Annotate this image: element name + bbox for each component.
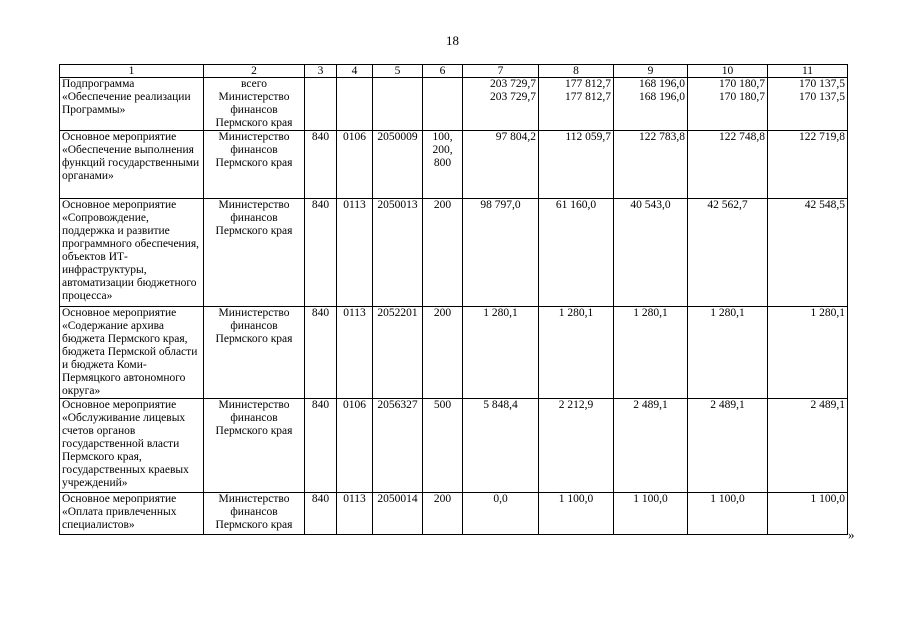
table-cell: 168 196,0 xyxy=(614,91,688,131)
table-row xyxy=(60,131,848,199)
table-cell: 177 812,7 xyxy=(539,78,614,92)
table-header-row xyxy=(60,65,848,78)
table-cell: 1 100,0 xyxy=(539,493,614,535)
table-cell: 97 804,2 xyxy=(463,131,539,199)
table-cell xyxy=(423,78,463,92)
table-cell xyxy=(423,91,463,131)
table-cell: 2050009 xyxy=(373,131,423,199)
table-cell: 2 489,1 xyxy=(688,399,768,493)
table-cell: 170 180,7 xyxy=(688,78,768,92)
activity-name: Основное мероприятие «Обеспечение выполнения функций государственными органами» xyxy=(60,131,204,199)
table-cell: 1 100,0 xyxy=(614,493,688,535)
activity-name: Основное мероприятие «Обслуживание лицевых счетов органов государственной власти Пермского края, государственных краевых учреждений» xyxy=(60,399,204,493)
table-cell: 122 748,8 xyxy=(688,131,768,199)
column-header: 4 xyxy=(337,65,373,78)
table-cell: 840 xyxy=(305,399,337,493)
table-cell xyxy=(305,78,337,92)
table-cell: 1 280,1 xyxy=(768,307,848,399)
table-cell: 2056327 xyxy=(373,399,423,493)
table-cell: 203 729,7 xyxy=(463,78,539,92)
table-cell: 1 100,0 xyxy=(768,493,848,535)
table-cell: 1 100,0 xyxy=(688,493,768,535)
page-number: 18 xyxy=(446,33,459,48)
continuation-mark: » xyxy=(848,527,855,542)
table-cell: 5 848,4 xyxy=(463,399,539,493)
table-row xyxy=(60,493,848,535)
column-header: 3 xyxy=(305,65,337,78)
table-cell: 0113 xyxy=(337,199,373,307)
executor-cell: Министерство финансов Пермского края xyxy=(204,131,305,199)
table-cell: 0,0 xyxy=(463,493,539,535)
table-cell: 840 xyxy=(305,307,337,399)
executor-cell: Министерство финансов Пермского края xyxy=(204,91,305,131)
column-header: 9 xyxy=(614,65,688,78)
table-cell: 200 xyxy=(423,493,463,535)
table-cell: 100, 200, 800 xyxy=(423,131,463,199)
column-header: 1 xyxy=(60,65,204,78)
table-cell: 2050013 xyxy=(373,199,423,307)
table-cell: 177 812,7 xyxy=(539,91,614,131)
column-header: 11 xyxy=(768,65,848,78)
table-cell: 170 137,5 xyxy=(768,78,848,92)
table-cell: 40 543,0 xyxy=(614,199,688,307)
activity-name: Основное мероприятие «Оплата привлеченных специалистов» xyxy=(60,493,204,535)
table-cell: 0106 xyxy=(337,131,373,199)
table-row-subprogram-total xyxy=(60,78,848,92)
activity-name: Основное мероприятие «Сопровождение, поддержка и развитие программного обеспечения, объектов ИТ-инфраструктуры, автоматизации бюджетного процесса» xyxy=(60,199,204,307)
column-header: 5 xyxy=(373,65,423,78)
table-cell: 1 280,1 xyxy=(688,307,768,399)
table-cell: 98 797,0 xyxy=(463,199,539,307)
table-cell: 200 xyxy=(423,307,463,399)
table-cell: 1 280,1 xyxy=(614,307,688,399)
executor-cell: Министерство финансов Пермского края xyxy=(204,493,305,535)
table-cell: 840 xyxy=(305,493,337,535)
column-header: 10 xyxy=(688,65,768,78)
table-row xyxy=(60,199,848,307)
table-cell xyxy=(337,78,373,92)
table-row xyxy=(60,399,848,493)
column-header: 6 xyxy=(423,65,463,78)
table-cell: 2050014 xyxy=(373,493,423,535)
column-header: 2 xyxy=(204,65,305,78)
table-cell: 42 562,7 xyxy=(688,199,768,307)
table-cell: 2 489,1 xyxy=(614,399,688,493)
table-cell: 112 059,7 xyxy=(539,131,614,199)
column-header: 8 xyxy=(539,65,614,78)
table-cell: 203 729,7 xyxy=(463,91,539,131)
table-cell xyxy=(305,91,337,131)
table-cell: 0113 xyxy=(337,307,373,399)
executor-cell: Министерство финансов Пермского края xyxy=(204,399,305,493)
table-cell: 200 xyxy=(423,199,463,307)
table-cell: 61 160,0 xyxy=(539,199,614,307)
table-cell: 122 719,8 xyxy=(768,131,848,199)
table-cell xyxy=(373,91,423,131)
subprogram-name: Подпрограмма «Обеспечение реализации Программы» xyxy=(60,78,204,131)
table-cell: 1 280,1 xyxy=(539,307,614,399)
table-cell: 170 137,5 xyxy=(768,91,848,131)
budget-table xyxy=(59,64,848,535)
table-cell: 168 196,0 xyxy=(614,78,688,92)
table-cell: 840 xyxy=(305,131,337,199)
table-cell: 0113 xyxy=(337,493,373,535)
table-cell: 0106 xyxy=(337,399,373,493)
table-cell xyxy=(373,78,423,92)
table-cell: 500 xyxy=(423,399,463,493)
table-cell: 840 xyxy=(305,199,337,307)
activity-name: Основное мероприятие «Содержание архива бюджета Пермского края, бюджета Пермской области и бюджета Коми-Пермяцкого автономного округа» xyxy=(60,307,204,399)
table-cell: 2052201 xyxy=(373,307,423,399)
column-header: 7 xyxy=(463,65,539,78)
table-cell: 170 180,7 xyxy=(688,91,768,131)
executor-cell: Министерство финансов Пермского края xyxy=(204,199,305,307)
table-cell: 2 489,1 xyxy=(768,399,848,493)
table-cell: 122 783,8 xyxy=(614,131,688,199)
subprogram-total-label: всего xyxy=(204,78,305,92)
executor-cell: Министерство финансов Пермского края xyxy=(204,307,305,399)
table-cell: 42 548,5 xyxy=(768,199,848,307)
table-cell xyxy=(337,91,373,131)
table-cell: 1 280,1 xyxy=(463,307,539,399)
table-row xyxy=(60,307,848,399)
table-cell: 2 212,9 xyxy=(539,399,614,493)
